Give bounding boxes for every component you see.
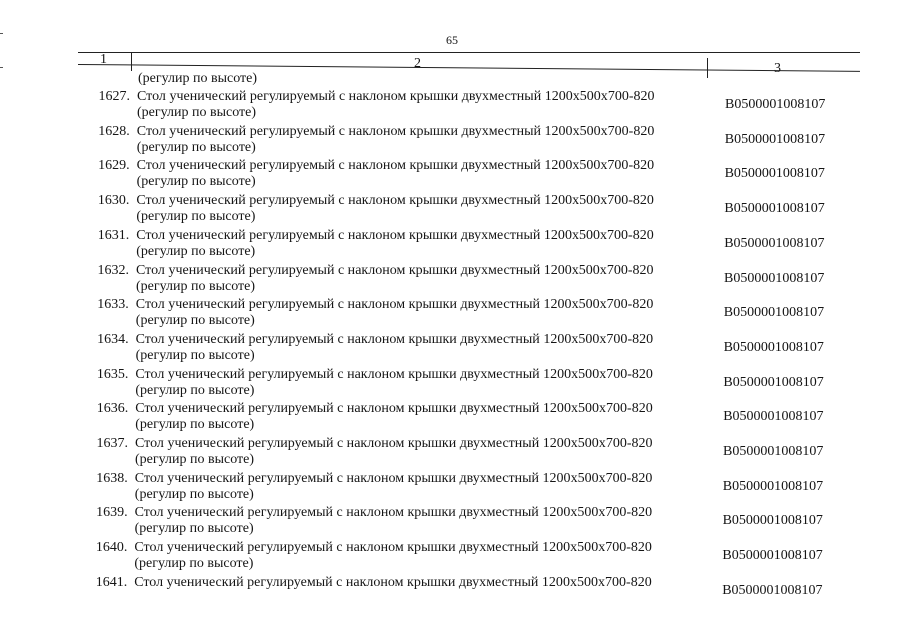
row-item-name: Стол ученический регулируемый с наклоном крышки двухместный 1200x500x700-820 (135, 366, 653, 382)
row-number: 1637. (96, 436, 128, 451)
table-row (77, 540, 837, 574)
table-row (78, 367, 838, 401)
row-item-code: B0500001008107 (722, 582, 823, 598)
row-number: 1627. (98, 89, 130, 104)
table-row (79, 332, 839, 366)
row-item-name-continuation: (регулир по высоте) (135, 452, 255, 467)
row-number: 1628. (98, 123, 130, 139)
row-item-name: Стол ученический регулируемый с наклоном крышки двухместный 1200x500x700-820 (135, 436, 653, 451)
table-row (79, 193, 839, 227)
row-item-name: Стол ученический регулируемый с наклоном крышки двухместный 1200x500x700-820 (135, 331, 654, 347)
page-number: 65 (446, 33, 458, 47)
row-item-name-continuation: (регулир по высоте) (136, 174, 256, 190)
row-number: 1635. (96, 366, 129, 382)
table-row (79, 263, 839, 297)
row-item-name: Стол ученический регулируемый с наклоном крышки двухместный 1200x500x700-820 (134, 470, 653, 486)
table-row (79, 228, 839, 262)
row-item-code: B0500001008107 (724, 235, 825, 251)
table-row (78, 436, 838, 470)
row-item-code: B0500001008107 (724, 270, 825, 286)
row-item-name-continuation: (регулир по высоте) (136, 209, 256, 225)
row-item-name: Стол ученический регулируемый с наклоном крышки двухместный 1200x500x700-820 (136, 262, 654, 278)
row-item-name-continuation: (регулир по высоте) (136, 243, 256, 259)
row-number: 1639. (96, 505, 128, 521)
row-item-code: B0500001008107 (724, 201, 825, 217)
row-item-name-continuation: (регулир по высоте) (134, 556, 254, 572)
row-item-code: B0500001008107 (723, 409, 824, 425)
row-number: 1638. (96, 470, 128, 486)
row-number: 1630. (97, 193, 130, 209)
row-item-name-continuation: (регулир по высоте) (136, 278, 256, 294)
continuation-line: (регулир по высоте) (138, 71, 258, 86)
row-item-code: B0500001008107 (723, 444, 824, 459)
table-row (80, 124, 840, 158)
row-item-name: Стол ученический регулируемый с наклоном крышки двухместный 1200x500x700-820 (135, 297, 654, 313)
row-item-name: Стол ученический регулируемый с наклоном крышки двухместный 1200x500x700-820 (136, 123, 655, 139)
row-item-name: Стол ученический регулируемый с наклоном крышки двухместный 1200x500x700-820 (136, 227, 654, 243)
row-number: 1631. (97, 227, 130, 243)
row-item-name-continuation: (регулир по высоте) (135, 417, 255, 433)
table-row (80, 89, 840, 123)
row-number: 1633. (97, 297, 129, 313)
row-item-code: B0500001008107 (725, 97, 826, 112)
row-number: 1632. (97, 262, 129, 278)
table-row (78, 401, 838, 435)
row-item-code: B0500001008107 (723, 305, 825, 321)
row-item-code: B0500001008107 (724, 131, 826, 147)
scan-edge-mark (0, 33, 3, 34)
row-number: 1636. (96, 401, 129, 417)
row-item-code: B0500001008107 (722, 513, 823, 529)
row-number: 1640. (95, 540, 128, 556)
row-item-name: Стол ученический регулируемый с наклоном крышки двухместный 1200x500x700-820 (134, 574, 652, 590)
row-item-code: B0500001008107 (722, 548, 823, 564)
table-row (78, 471, 838, 505)
row-item-name-continuation: (регулир по высоте) (135, 347, 255, 363)
row-item-name-continuation: (регулир по высоте) (134, 486, 254, 502)
row-item-name: Стол ученический регулируемый с наклоном крышки двухместный 1200x500x700-820 (136, 193, 654, 209)
row-item-code: B0500001008107 (723, 339, 824, 355)
scan-edge-mark (0, 67, 3, 68)
row-number: 1641. (95, 574, 128, 590)
row-item-name: Стол ученический регулируемый с наклоном крышки двухместный 1200x500x700-820 (134, 505, 653, 521)
row-item-code: B0500001008107 (724, 166, 825, 182)
table-row (79, 297, 839, 331)
header-col-2: 2 (414, 56, 421, 71)
row-item-name: Стол ученический регулируемый с наклоном крышки двухместный 1200x500x700-820 (136, 158, 655, 174)
header-col-1: 1 (100, 52, 107, 67)
row-item-name: Стол ученический регулируемый с наклоном крышки двухместный 1200x500x700-820 (135, 401, 653, 417)
row-item-name: Стол ученический регулируемый с наклоном крышки двухместный 1200x500x700-820 (137, 89, 655, 104)
row-number: 1629. (98, 158, 130, 174)
row-item-name-continuation: (регулир по высоте) (137, 105, 257, 120)
table-row (78, 505, 838, 539)
row-item-name-continuation: (регулир по высоте) (136, 139, 256, 155)
table-row (80, 158, 840, 192)
row-number: 1634. (97, 331, 129, 347)
table-row (77, 575, 837, 609)
row-item-name: Стол ученический регулируемый с наклоном крышки двухместный 1200x500x700-820 (134, 540, 652, 556)
row-item-code: B0500001008107 (723, 374, 824, 390)
row-item-name-continuation: (регулир по высоте) (134, 521, 254, 537)
row-item-name-continuation: (регулир по высоте) (135, 313, 255, 329)
header-col-3: 3 (774, 61, 781, 76)
row-item-name-continuation: (регулир по высоте) (135, 382, 255, 398)
row-item-code: B0500001008107 (722, 478, 824, 494)
